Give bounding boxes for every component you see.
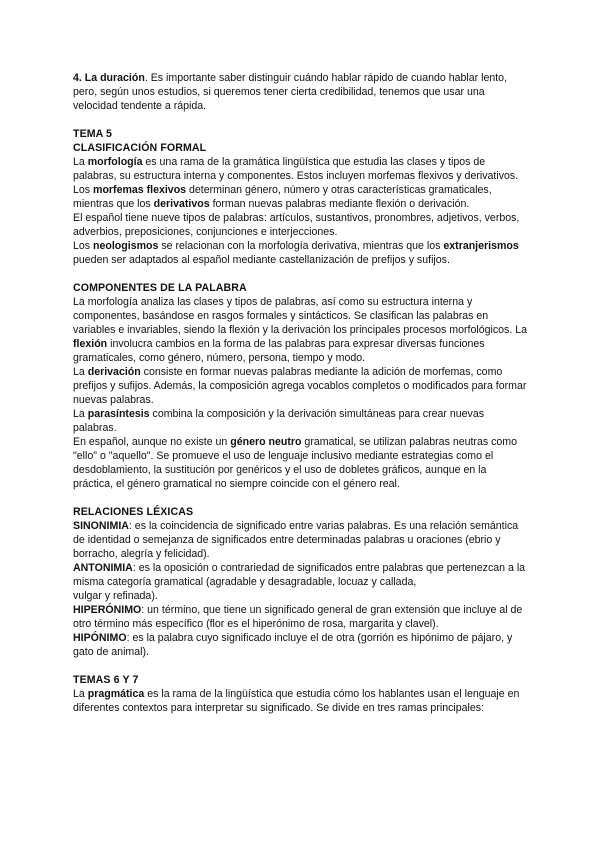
bold-text: pragmática (87, 688, 145, 700)
term: SINONIMIA (73, 520, 129, 532)
definition-hiponimo (73, 631, 528, 659)
definition-antonimia (73, 561, 528, 589)
section-title-tema5: TEMA 5 (73, 128, 113, 140)
spacer (73, 491, 528, 505)
bold-text: derivación (87, 366, 141, 378)
text: La (73, 366, 88, 378)
paragraph (73, 365, 528, 407)
definition-sinonimia (73, 519, 528, 561)
bold-text: extranjerismos (443, 240, 519, 252)
bold-text: derivativos (153, 198, 210, 210)
bold-text: parasíntesis (87, 408, 150, 420)
section-title-temas67: TEMAS 6 Y 7 (73, 674, 139, 686)
bold-text: flexión (73, 338, 108, 350)
intro-paragraph (73, 71, 528, 113)
text: La (73, 156, 88, 168)
bold-text: morfología (87, 156, 143, 168)
paragraph (73, 155, 528, 211)
text: pueden ser adaptados al español mediante castellanización de prefijos y sufijos. (73, 254, 450, 266)
bold-text: 4. La duración (73, 72, 145, 84)
text: determinan género, número y otras características gramaticales, mientras que los (73, 184, 492, 210)
section-subtitle-clasificacion: CLASIFICACIÓN FORMAL (73, 142, 207, 154)
bold-text: género neutro (230, 436, 302, 448)
spacer (73, 113, 528, 127)
paragraph (73, 295, 528, 365)
paragraph (73, 687, 528, 715)
definition-text: : es la palabra cuyo significado incluye el de otra (gorrión es hipónimo de pájaro, y gato de animal). (73, 632, 513, 658)
text: La morfología analiza las clases y tipos de palabras, así como su estructura interna y componentes, basándose en rasgos formales y sintácticos. Se clasifican las palabras en variables e invariables, siendo la flexión y la derivación los principales procesos morfológicos. La (73, 296, 528, 336)
definition-hiperonimo (73, 603, 528, 631)
document-body (73, 71, 528, 715)
bold-text: morfemas flexivos (93, 184, 187, 196)
text: . Es importante saber distinguir cuándo hablar rápido de cuando hablar lento, pero, según unos estudios, si queremos tener cierta credibilidad, tenemos que usar una velocidad tendente a rápida. (73, 72, 508, 112)
definition-antonimia-continued: vulgar y refinada). (73, 590, 158, 602)
paragraph (73, 239, 528, 267)
text: consiste en formar nuevas palabras mediante la adición de morfemas, como prefijos y sufijos. Además, la composición agrega vocablos completos o modificados para formar nuevas palabras. (73, 366, 527, 406)
definition-text: : es la coincidencia de significado entre varias palabras. Es una relación semántica de identidad o semejanza de significados entre determinadas palabras u oraciones (ebrio y borracho, alegría y felicidad). (73, 520, 519, 560)
text: gramatical, se utilizan palabras neutras como "ello" o "aquello". Se promueve el uso de lenguaje inclusivo mediante estrategias como el desdoblamiento, la sustitución por genéricos y el uso de dobletes gráficos, aunque en la práctica, el género gramatical no siempre coincide con el género real. (73, 436, 517, 490)
text: es una rama de la gramática lingüística que estudia las clases y tipos de palabras, su estructura interna y componentes. Estos incluyen morfemas flexivos y derivativos. Los (73, 156, 519, 196)
text: combina la composición y la derivación simultáneas para crear nuevas palabras. (73, 408, 485, 434)
text: La (73, 688, 88, 700)
text: La (73, 408, 88, 420)
text: En español, aunque no existe un (73, 436, 231, 448)
paragraph (73, 407, 528, 435)
paragraph (73, 435, 528, 491)
text: es la rama de la lingüística que estudia cómo los hablantes usan el lenguaje en diferentes contextos para interpretar su significado. Se divide en tres ramas principales: (73, 688, 520, 714)
section-title-componentes: COMPONENTES DE LA PALABRA (73, 282, 247, 294)
bold-text: neologismos (93, 240, 159, 252)
definition-text: : un término, que tiene un significado general de gran extensión que incluye al de otro término más específico (flor es el hiperónimo de rosa, margarita y clavel). (73, 604, 523, 630)
spacer (73, 659, 528, 673)
spacer (73, 267, 528, 281)
paragraph: El español tiene nueve tipos de palabras: artículos, sustantivos, pronombres, adjetivos, verbos, adverbios, preposiciones, conjunciones e interjecciones. (73, 212, 520, 238)
term: HIPÓNIMO (73, 632, 127, 644)
section-title-relaciones: RELACIONES LÉXICAS (73, 506, 194, 518)
term: HIPERÓNIMO (73, 604, 142, 616)
text: se relacionan con la morfología derivativa, mientras que los (158, 240, 444, 252)
term: ANTONIMIA (73, 562, 133, 574)
text: Los (73, 240, 94, 252)
text: forman nuevas palabras mediante flexión o derivación. (209, 198, 470, 210)
text: involucra cambios en la forma de las palabras para expresar diversas funciones gramaticales, como género, número, persona, tiempo y modo. (73, 338, 485, 364)
definition-text: : es la oposición o contrariedad de significados entre palabras que pertenezcan a la misma categoría gramatical (agradable y desagradable, locuaz y callada, (73, 562, 526, 588)
